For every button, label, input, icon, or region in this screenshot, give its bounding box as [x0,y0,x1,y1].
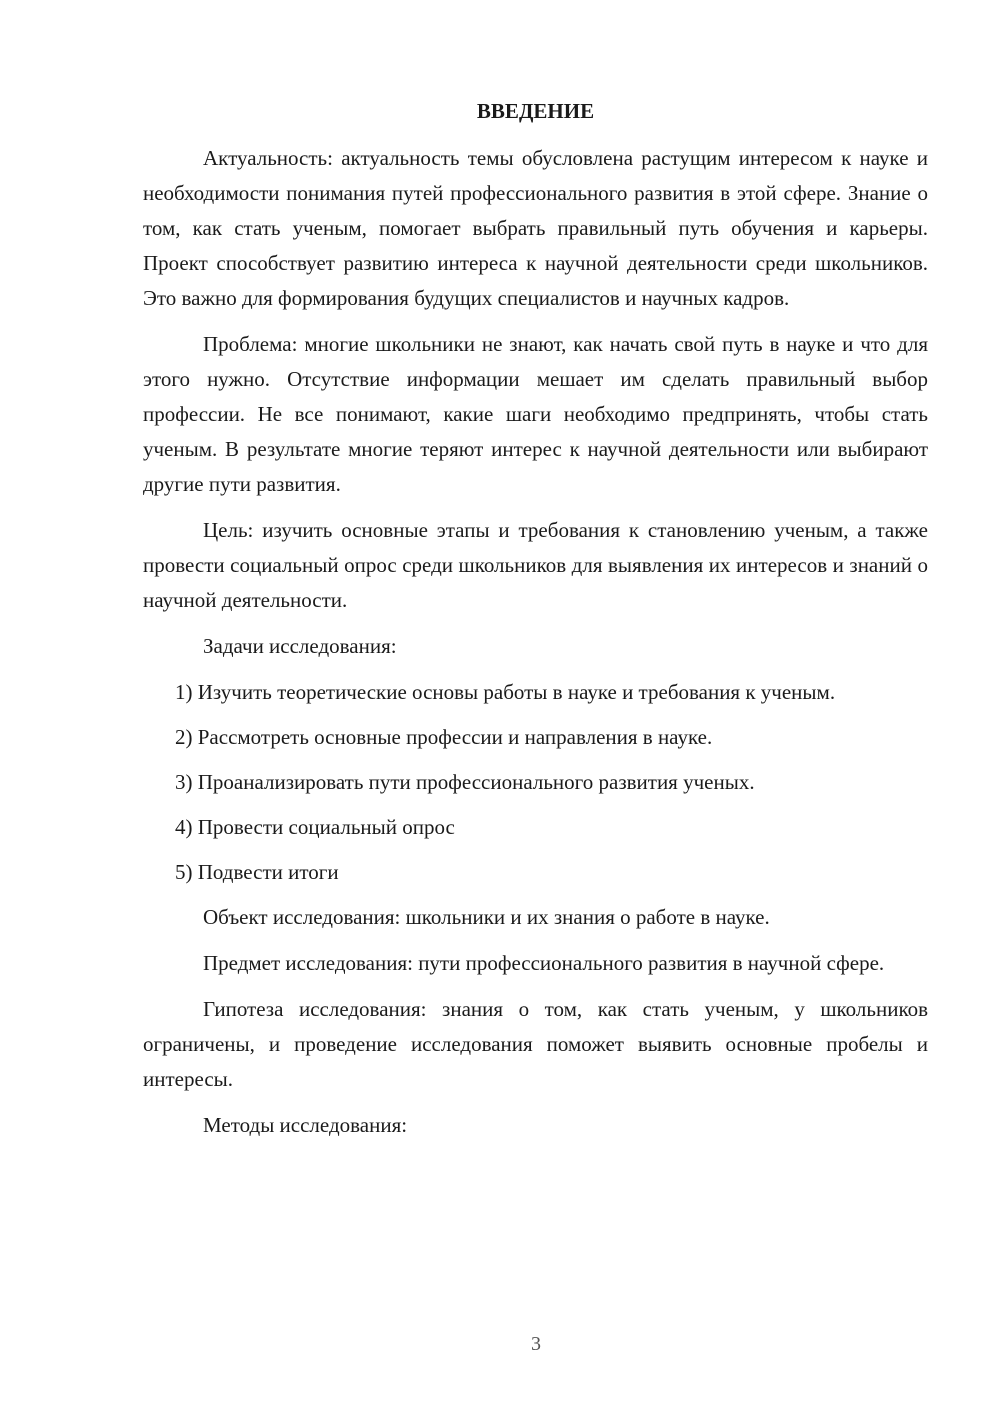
relevance-paragraph: Актуальность: актуальность темы обусловлена растущим интересом к науке и необходимости понимания путей профессионального развития в этой сфере. Знание о том, как стать ученым, помогает выбрать правильный путь обучения и карьеры. Проект способствует развитию интереса к научной деятельности среди школьников. Это важно для формирования будущих специалистов и научных кадров. [143,146,928,310]
page-number: 3 [531,1333,541,1355]
subject-paragraph: Предмет исследования: пути профессионального развития в научной сфере. [203,951,885,975]
goal-paragraph: Цель: изучить основные этапы и требования к становлению ученым, а также провести социальный опрос среди школьников для выявления их интересов и знаний о научной деятельности. [143,518,928,612]
tasks-heading: Задачи исследования: [203,634,397,658]
object-paragraph: Объект исследования: школьники и их знания о работе в науке. [203,905,770,929]
document-page [143,94,928,1154]
task-item: 3) Проанализировать пути профессионального развития ученых. [175,770,755,794]
problem-paragraph: Проблема: многие школьники не знают, как начать свой путь в науке и что для этого нужно. Отсутствие информации мешает им сделать правильный выбор профессии. Не все понимают, какие шаги необходимо предпринять, чтобы стать ученым. В результате многие теряют интерес к научной деятельности или выбирают другие пути развития. [143,332,928,496]
hypothesis-paragraph: Гипотеза исследования: знания о том, как стать ученым, у школьников ограничены, и проведение исследования поможет выявить основные пробелы и интересы. [143,997,928,1091]
task-item: 5) Подвести итоги [175,860,339,884]
task-item: 4) Провести социальный опрос [175,815,455,839]
tasks-list [143,675,928,890]
task-item: 2) Рассмотреть основные профессии и направления в науке. [175,725,713,749]
methods-heading: Методы исследования: [203,1113,408,1137]
task-item: 1) Изучить теоретические основы работы в науке и требования к ученым. [175,680,836,704]
section-title: ВВЕДЕНИЕ [476,99,595,123]
